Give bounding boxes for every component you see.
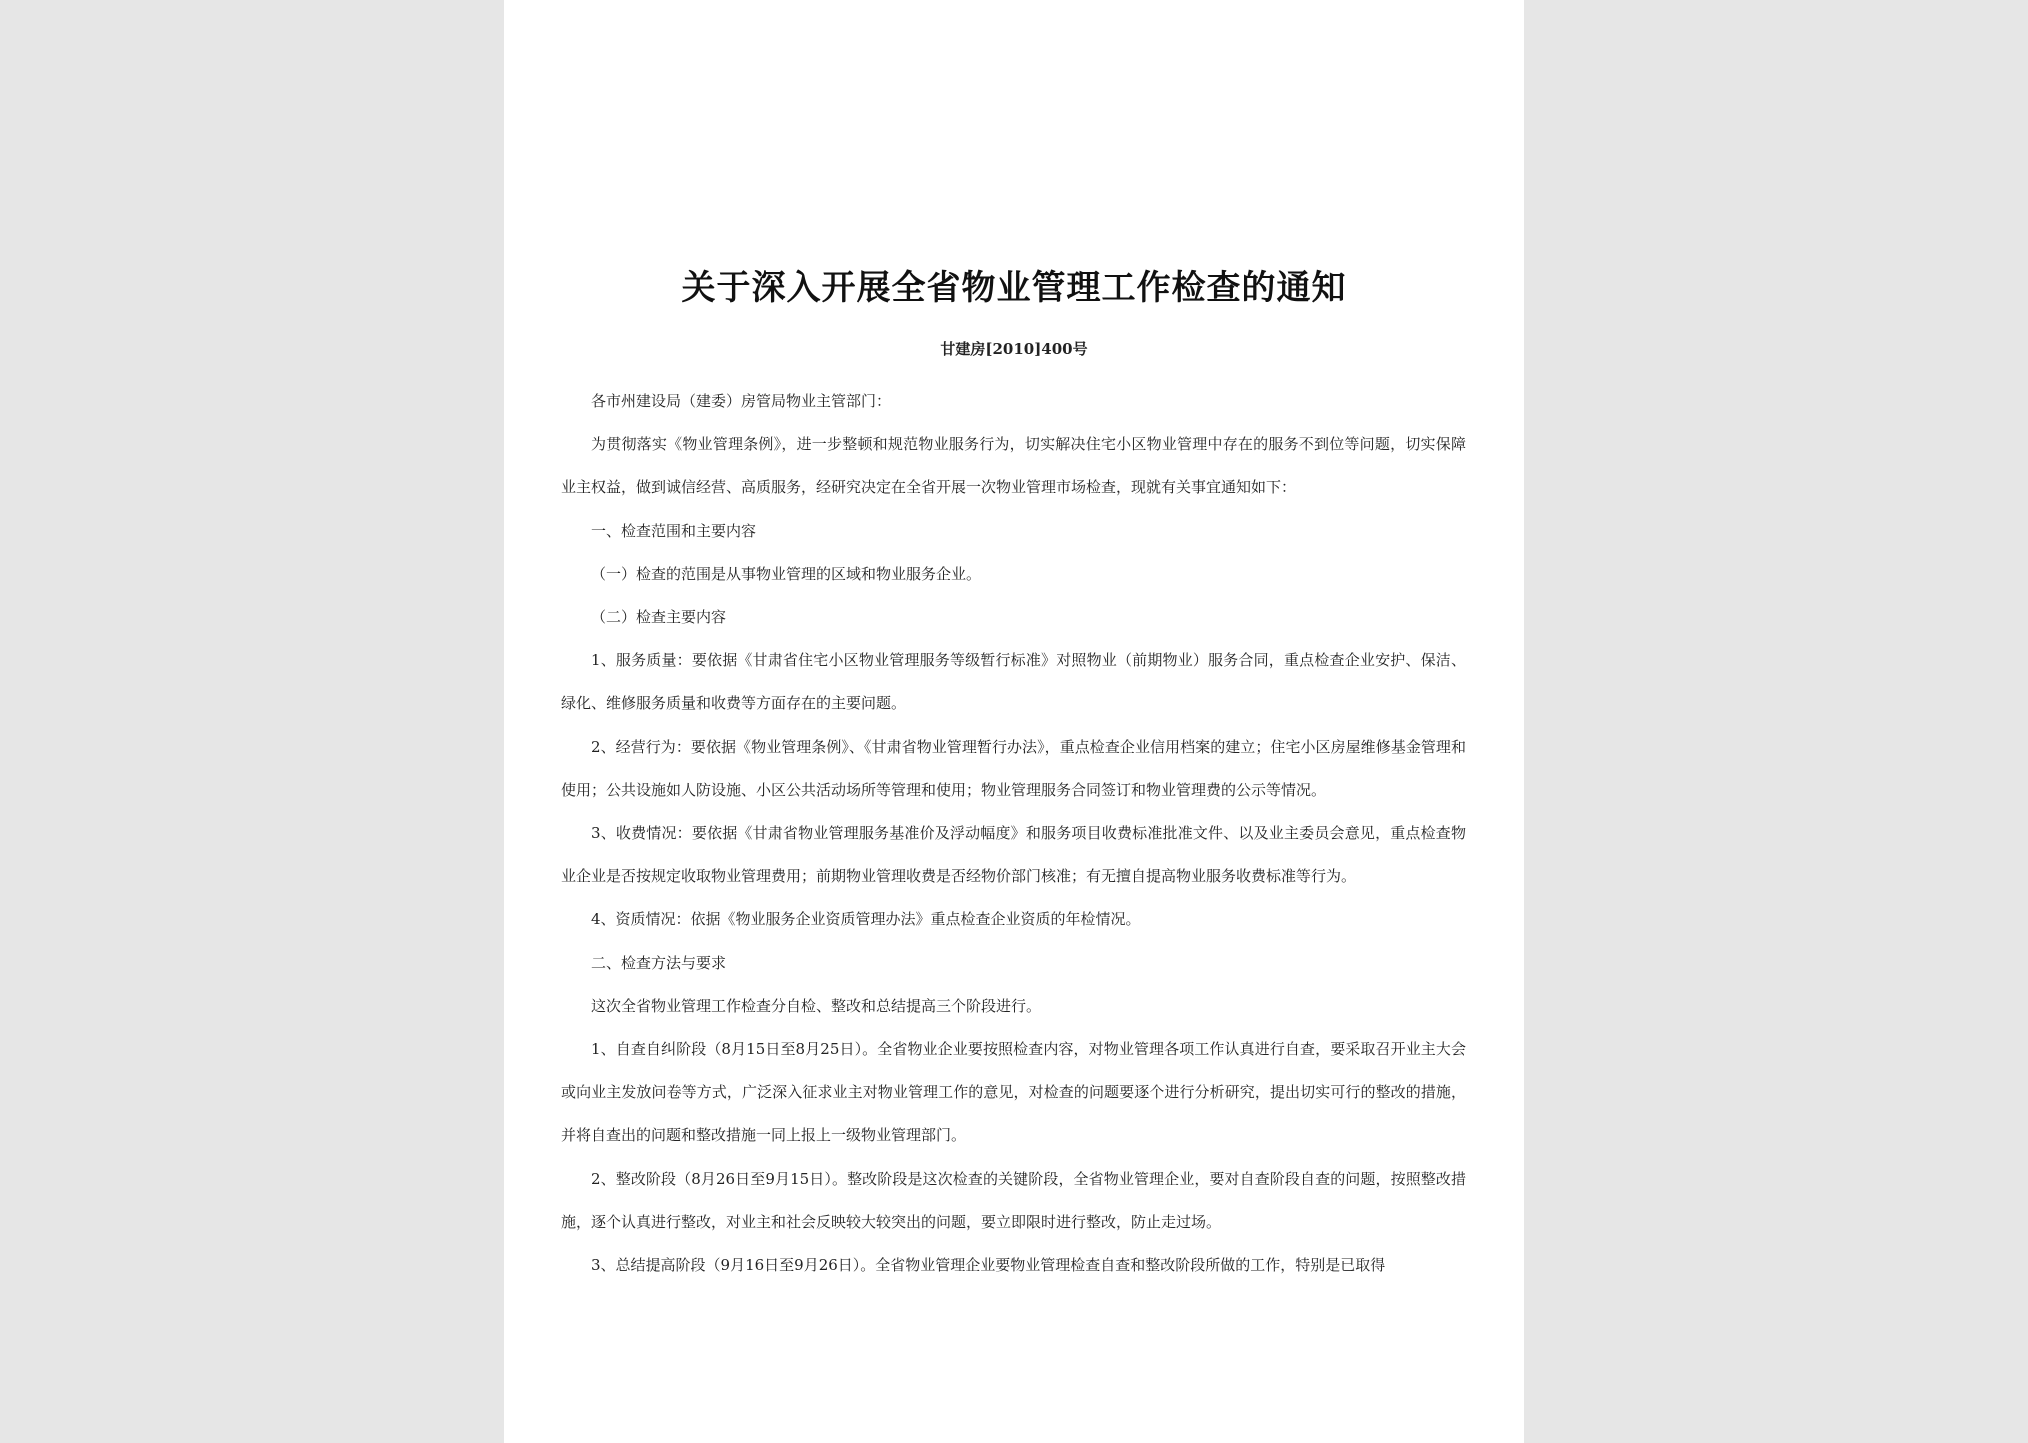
document-body [561,380,1466,1287]
document-page [504,0,1524,1443]
body-paragraph: 1、服务质量：要依据《甘肃省住宅小区物业管理服务等级暂行标准》对照物业（前期物业）服务合同，重点检查企业安护、保洁、绿化、维修服务质量和收费等方面存在的主要问题。 [561,651,1466,713]
body-paragraph: （二）检查主要内容 [591,608,727,627]
document-number: 甘建房[2010]400号 [940,340,1088,358]
body-paragraph: 4、资质情况：依据《物业服务企业资质管理办法》重点检查企业资质的年检情况。 [591,910,1141,929]
body-paragraph: 2、经营行为：要依据《物业管理条例》、《甘肃省物业管理暂行办法》，重点检查企业信用档案的建立；住宅小区房屋维修基金管理和使用；公共设施如人防设施、小区公共活动场所等管理和使用；物业管理服务合同签订和物业管理费的公示等情况。 [561,737,1466,799]
body-paragraph: 二、检查方法与要求 [591,953,727,972]
document-title: 关于深入开展全省物业管理工作检查的通知 [681,268,1347,308]
body-paragraph: 一、检查范围和主要内容 [591,521,757,540]
body-paragraph: （一）检查的范围是从事物业管理的区域和物业服务企业。 [591,564,982,583]
body-paragraph: 为贯彻落实《物业管理条例》，进一步整顿和规范物业服务行为，切实解决住宅小区物业管理中存在的服务不到位等问题，切实保障业主权益，做到诚信经营、高质服务，经研究决定在全省开展一次物业管理市场检查，现就有关事宜通知如下： [561,435,1466,497]
body-paragraph: 1、自查自纠阶段（8月15日至8月25日）。全省物业企业要按照检查内容，对物业管理各项工作认真进行自查，要采取召开业主大会或向业主发放问卷等方式，广泛深入征求业主对物业管理工作的意见，对检查的问题要逐个进行分析研究，提出切实可行的整改的措施，并将自查出的问题和整改措施一同上报上一级物业管理部门。 [561,1040,1466,1145]
body-paragraph: 2、整改阶段（8月26日至9月15日）。整改阶段是这次检查的关键阶段，全省物业管理企业，要对自查阶段自查的问题，按照整改措施，逐个认真进行整改，对业主和社会反映较大较突出的问题，要立即限时进行整改，防止走过场。 [561,1169,1466,1231]
body-paragraph: 各市州建设局（建委）房管局物业主管部门： [591,392,892,410]
body-paragraph: 3、总结提高阶段（9月16日至9月26日）。全省物业管理企业要物业管理检查自查和整改阶段所做的工作，特别是已取得 [591,1256,1386,1275]
body-paragraph: 3、收费情况：要依据《甘肃省物业管理服务基准价及浮动幅度》和服务项目收费标准批准文件、以及业主委员会意见，重点检查物业企业是否按规定收取物业管理费用；前期物业管理收费是否经物价部门核准；有无擅自提高物业服务收费标准等行为。 [561,824,1466,886]
body-paragraph: 这次全省物业管理工作检查分自检、整改和总结提高三个阶段进行。 [591,996,1042,1015]
